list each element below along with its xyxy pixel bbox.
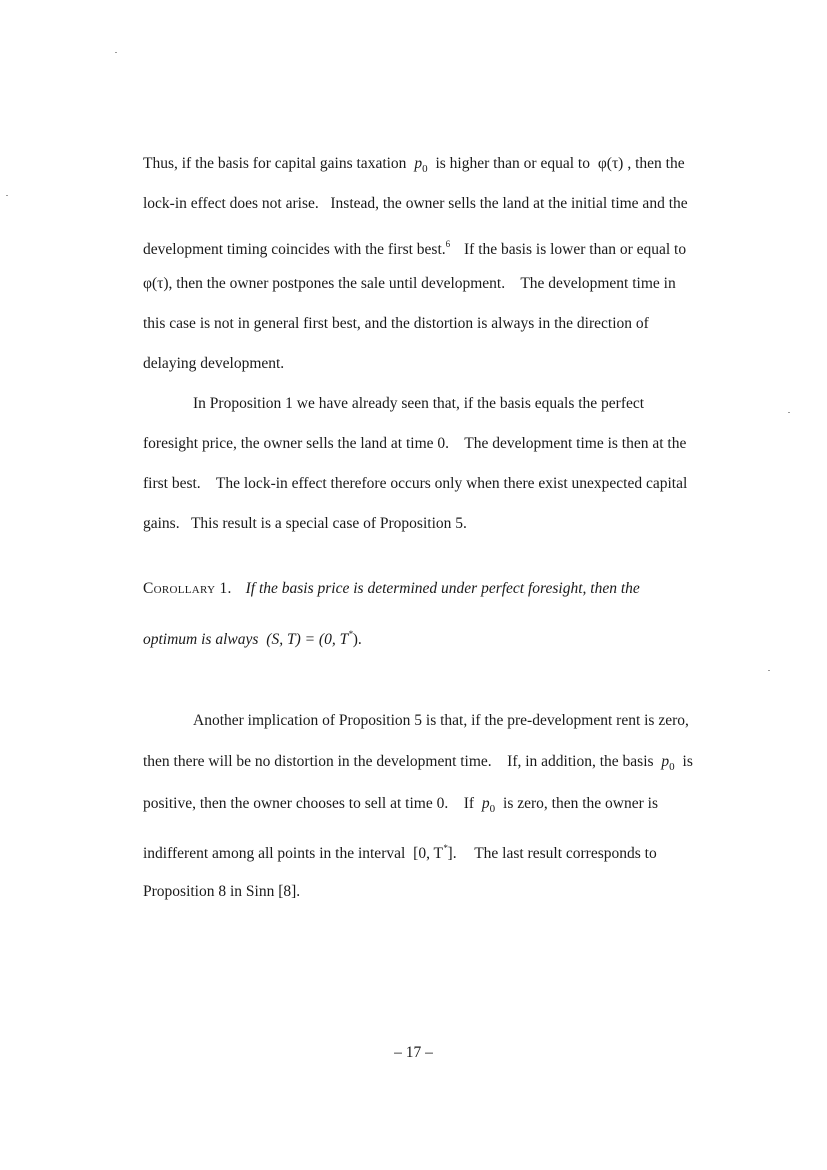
paragraph-2-line-3 bbox=[143, 474, 687, 494]
paragraph-3-line-5 bbox=[143, 882, 300, 902]
paragraph-3-line-4 bbox=[143, 838, 657, 864]
text-run: Proposition 8 in Sinn [8]. bbox=[143, 883, 301, 900]
text-run: then there will be no distortion in the development time. If, in addition, the basis bbox=[143, 753, 654, 770]
text-run: foresight price, the owner sells the land at time 0. The development time is then at the bbox=[143, 435, 687, 452]
math-p0: $p_0$ bbox=[481, 795, 496, 815]
corollary-line-1 bbox=[143, 579, 640, 599]
scan-speck bbox=[115, 52, 117, 53]
paragraph-2-line-1 bbox=[193, 394, 644, 414]
text-run: gains. This result is a special case of Proposition 5. bbox=[143, 515, 467, 532]
text-run: indifferent among all points in the interval bbox=[143, 845, 406, 862]
paragraph-3-line-1 bbox=[193, 711, 689, 731]
paragraph-1-line-4 bbox=[143, 274, 676, 294]
text-run: In Proposition 1 we have already seen that, if the basis equals the perfect bbox=[193, 395, 645, 412]
text-run: is zero, then the owner is bbox=[503, 795, 658, 812]
text-run: is higher than or equal to bbox=[435, 155, 590, 172]
paragraph-2-line-4 bbox=[143, 514, 467, 534]
text-run: , then the owner postpones the sale until development. The development time in bbox=[168, 275, 676, 292]
text-run: this case is not in general first best, and the distortion is always in the direction of bbox=[143, 315, 649, 332]
text-run: first best. The lock-in effect therefore occurs only when there exist unexpected capital bbox=[143, 475, 688, 492]
text-run: delaying development. bbox=[143, 355, 285, 372]
text-run: If the basis is lower than or equal to bbox=[464, 241, 687, 258]
text-run: Thus, if the basis for capital gains taxation bbox=[143, 155, 407, 172]
math-phi-tau: φ(τ) bbox=[597, 155, 624, 172]
paragraph-1-line-6 bbox=[143, 354, 284, 374]
paragraph-3-line-3 bbox=[143, 794, 658, 819]
math-interval: [0, T*]. bbox=[413, 843, 457, 862]
scan-speck bbox=[768, 670, 770, 671]
paragraph-1-line-5 bbox=[143, 314, 649, 334]
corollary-text: If the basis price is determined under perfect foresight, then the bbox=[245, 580, 640, 597]
paragraph-3-line-2 bbox=[143, 752, 693, 777]
math-phi-tau: φ(τ) bbox=[143, 275, 169, 292]
paragraph-2-line-2 bbox=[143, 434, 686, 454]
math-optimum: (S, T) = (0, T*). bbox=[266, 629, 362, 648]
text-run: positive, then the owner chooses to sell at time 0. If bbox=[143, 795, 475, 812]
corollary-line-2 bbox=[143, 624, 366, 650]
scan-speck bbox=[788, 412, 790, 413]
text-run: Another implication of Proposition 5 is that, if the pre-development rent is zero, bbox=[193, 712, 689, 729]
text-run: is bbox=[682, 753, 693, 770]
corollary-label: Corollary 1. bbox=[143, 580, 232, 597]
scan-speck bbox=[6, 195, 8, 196]
footnote-marker: 6 bbox=[445, 239, 451, 249]
text-run: lock-in effect does not arise. Instead, the owner sells the land at the initial time and the bbox=[143, 195, 688, 212]
text-run: development timing coincides with the first best. bbox=[143, 241, 446, 258]
text-run: , then the bbox=[627, 155, 685, 172]
corollary-text: optimum is always bbox=[143, 631, 259, 648]
text-run: The last result corresponds to bbox=[474, 845, 657, 862]
math-p0: $p_0$ bbox=[414, 155, 428, 175]
page-number: – 17 – bbox=[394, 1044, 433, 1061]
math-p0: $p_0$ bbox=[661, 753, 675, 773]
paragraph-1-line-3 bbox=[143, 234, 686, 260]
paragraph-1-line-1 bbox=[143, 154, 685, 179]
paragraph-1-line-2 bbox=[143, 194, 688, 214]
